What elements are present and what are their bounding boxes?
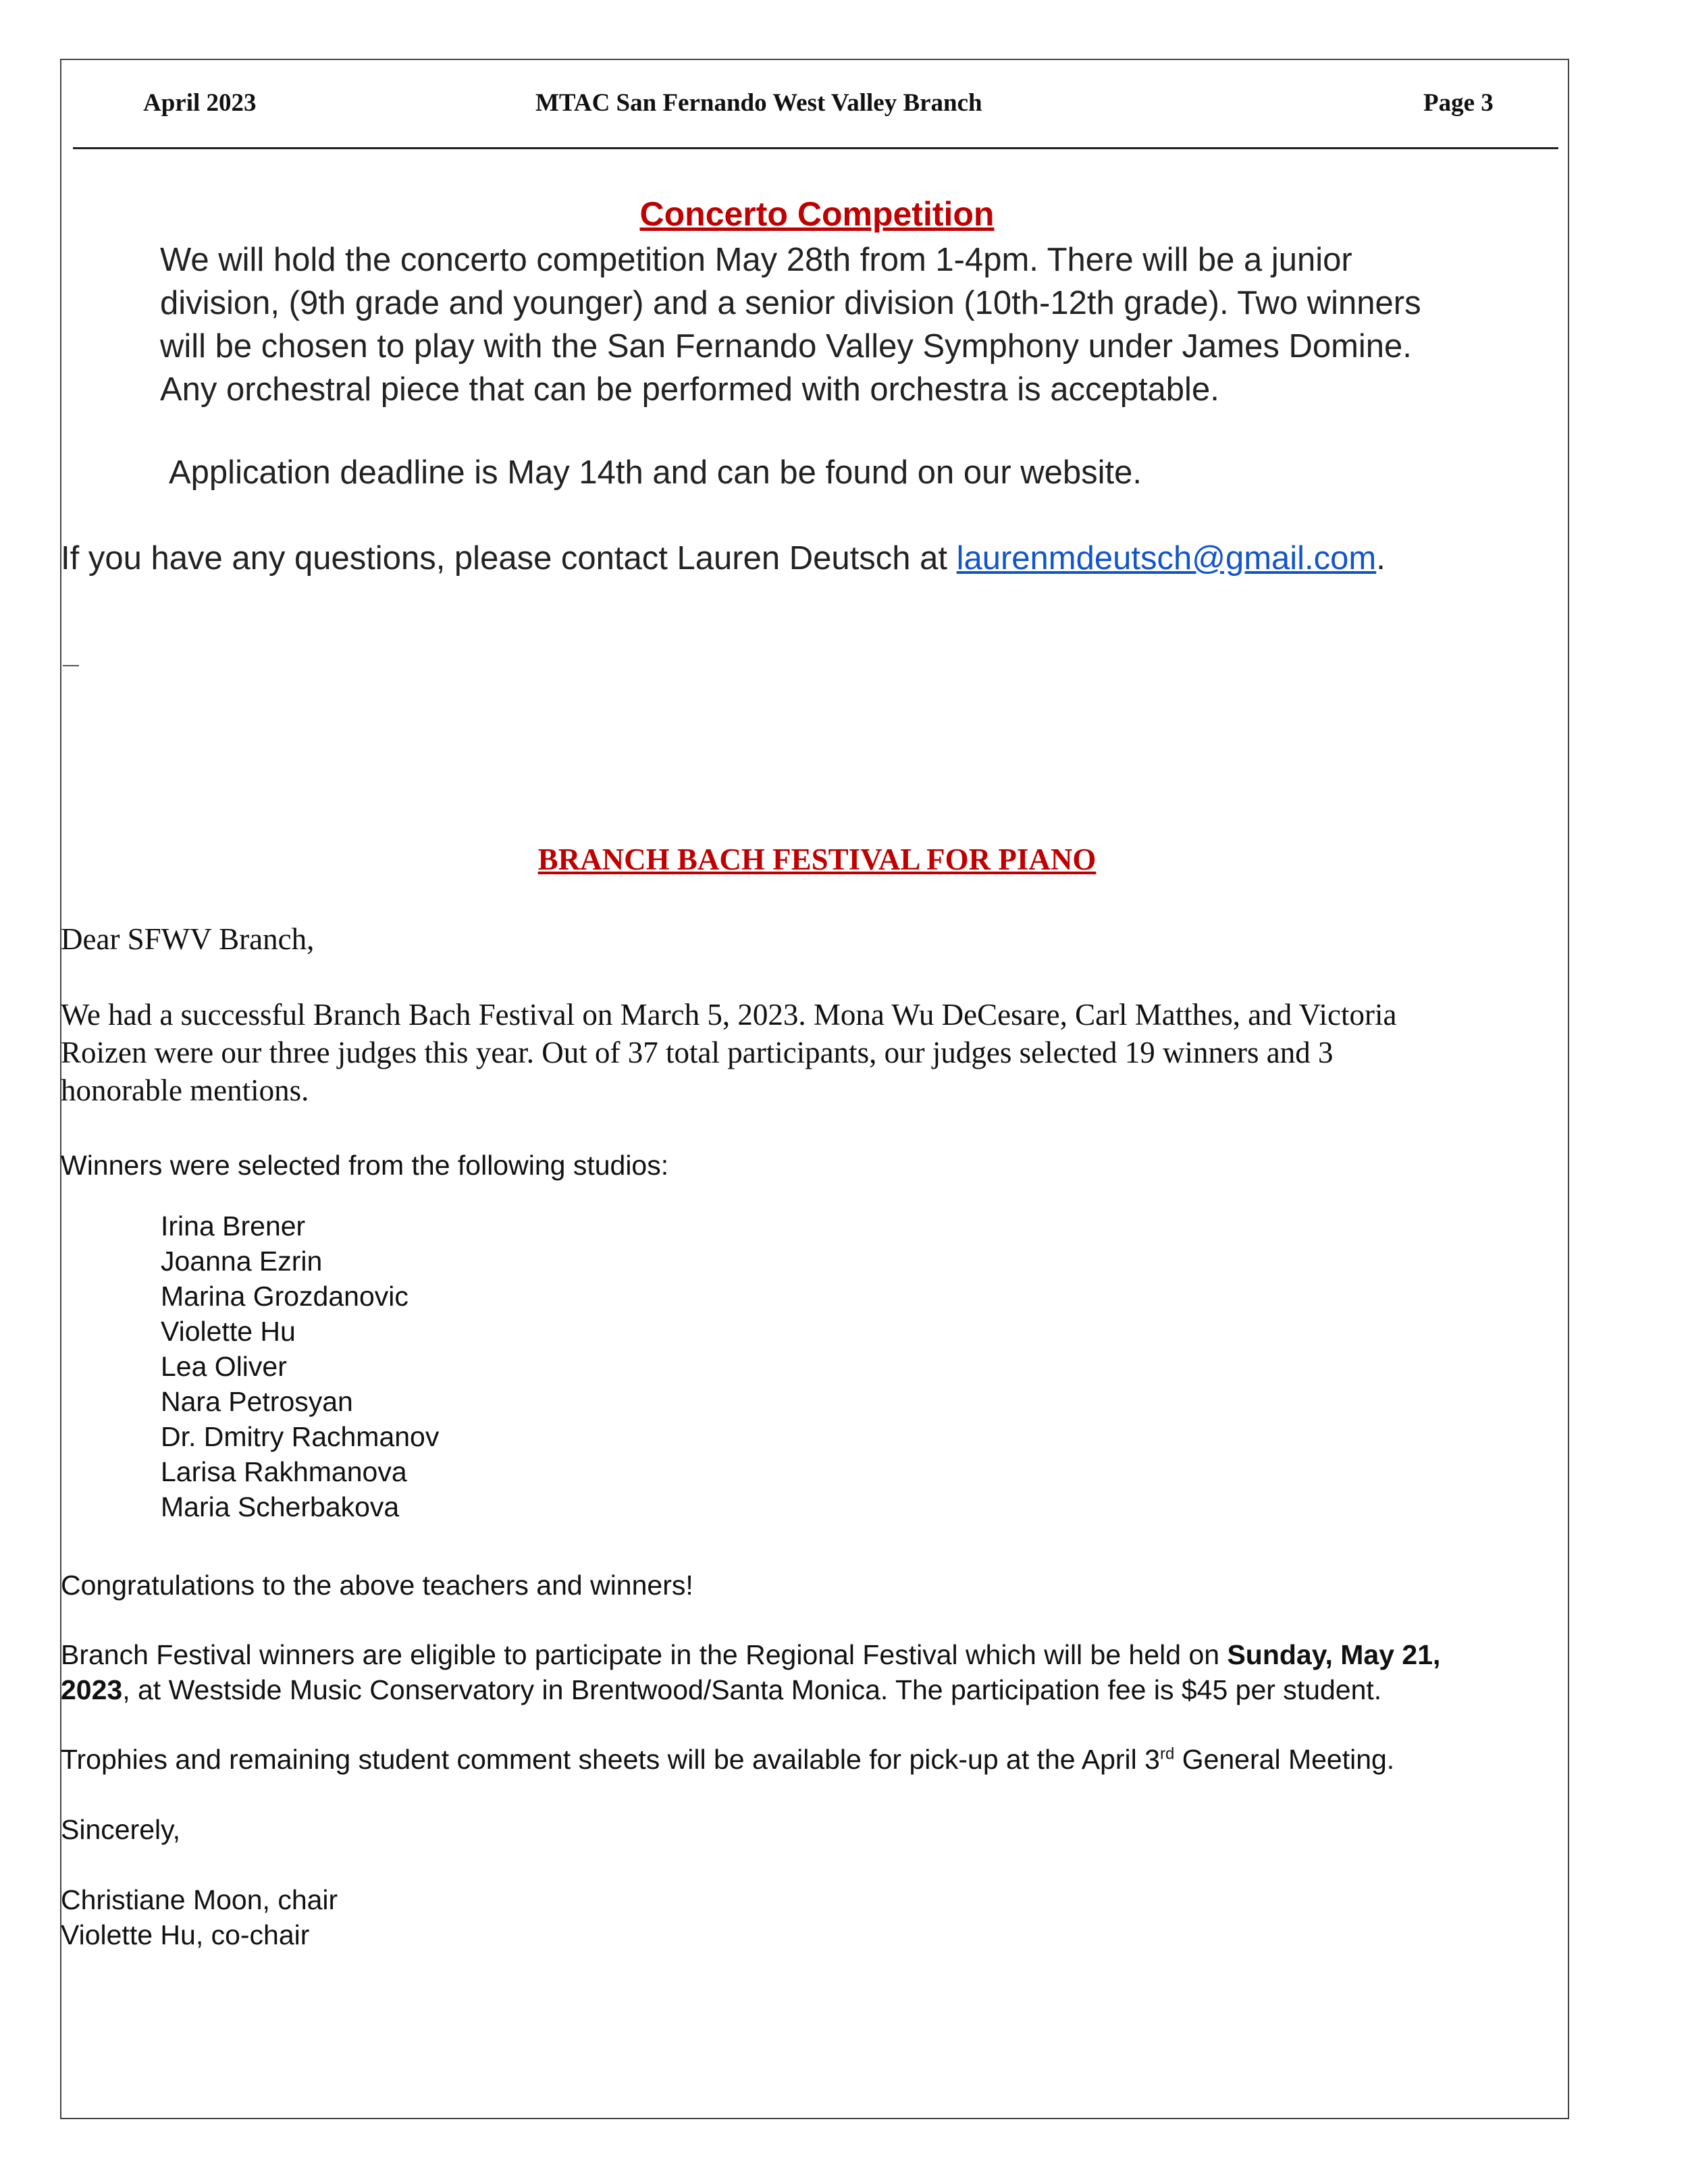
closing: Sincerely,: [61, 1814, 180, 1845]
regional-year-bold: 2023: [61, 1674, 123, 1705]
contact-suffix: .: [1376, 540, 1386, 577]
regional-line-2: [61, 1674, 1381, 1706]
trophies-text: Trophies and remaining student comment sheets will be available for pick-up at the April 3: [61, 1744, 1160, 1775]
intro-line: We had a successful Branch Bach Festival on March 5, 2023. Mona Wu DeCesare, Carl Matthes, and Victoria: [61, 998, 1397, 1032]
studio-name: Nara Petrosyan: [161, 1386, 353, 1417]
studio-name: Marina Grozdanovic: [161, 1281, 408, 1312]
intro-line: honorable mentions.: [61, 1073, 309, 1107]
contact-line: [61, 539, 1386, 577]
studio-name: Lea Oliver: [161, 1351, 287, 1382]
bach-festival-title: BRANCH BACH FESTIVAL FOR PIANO: [537, 843, 1097, 876]
studio-name: Joanna Ezrin: [161, 1246, 323, 1277]
header-divider: [73, 147, 1558, 149]
concerto-line: will be chosen to play with the San Fernando Valley Symphony under James Domine.: [160, 328, 1412, 365]
header-page-number: Page 3: [1423, 89, 1494, 117]
studio-name: Violette Hu: [161, 1316, 296, 1347]
regional-date-bold: Sunday, May 21,: [1227, 1639, 1441, 1670]
studio-name: Dr. Dmitry Rachmanov: [161, 1421, 440, 1452]
contact-prefix: If you have any questions, please contact Lauren Deutsch at: [61, 540, 957, 577]
ordinal-suffix: rd: [1159, 1744, 1175, 1763]
concerto-body: [160, 238, 1578, 411]
signature-chair: Christiane Moon, chair: [61, 1884, 338, 1915]
concerto-line: We will hold the concerto competition May 28th from 1-4pm. There will be a junior: [160, 242, 1352, 278]
studio-name: Larisa Rakhmanova: [161, 1456, 407, 1487]
studio-name: Irina Brener: [161, 1210, 306, 1242]
regional-line-1: [61, 1639, 1440, 1671]
concerto-line: Any orchestral piece that can be performed with orchestra is acceptable.: [160, 371, 1219, 408]
salutation: Dear SFWV Branch,: [61, 922, 315, 956]
congratulations: Congratulations to the above teachers and winners!: [61, 1570, 693, 1601]
studio-list: [161, 1208, 439, 1524]
regional-text: Branch Festival winners are eligible to participate in the Regional Festival which will be held on: [61, 1639, 1228, 1670]
concerto-title: Concerto Competition: [639, 195, 995, 233]
contact-email-link[interactable]: laurenmdeutsch@gmail.com: [956, 540, 1377, 577]
signature-co-chair: Violette Hu, co-chair: [61, 1919, 310, 1950]
regional-venue-text: , at Westside Music Conservatory in Brentwood/Santa Monica. The participation fee is $45 per student.: [122, 1674, 1382, 1705]
header-date: April 2023: [143, 89, 257, 117]
header-publication: MTAC San Fernando West Valley Branch: [535, 89, 982, 117]
trophies-text-end: General Meeting.: [1174, 1744, 1395, 1775]
studio-name: Maria Scherbakova: [161, 1491, 400, 1522]
stray-dash-mark: [63, 665, 79, 666]
trophies-line: [61, 1744, 1394, 1776]
concerto-line: division, (9th grade and younger) and a senior division (10th-12th grade). Two winners: [160, 285, 1421, 321]
studios-intro: Winners were selected from the following studios:: [61, 1150, 669, 1181]
intro-line: Roizen were our three judges this year. Out of 37 total participants, our judges selected 19 winners and 3: [61, 1036, 1334, 1069]
application-deadline: Application deadline is May 14th and can be found on our website.: [169, 454, 1142, 491]
